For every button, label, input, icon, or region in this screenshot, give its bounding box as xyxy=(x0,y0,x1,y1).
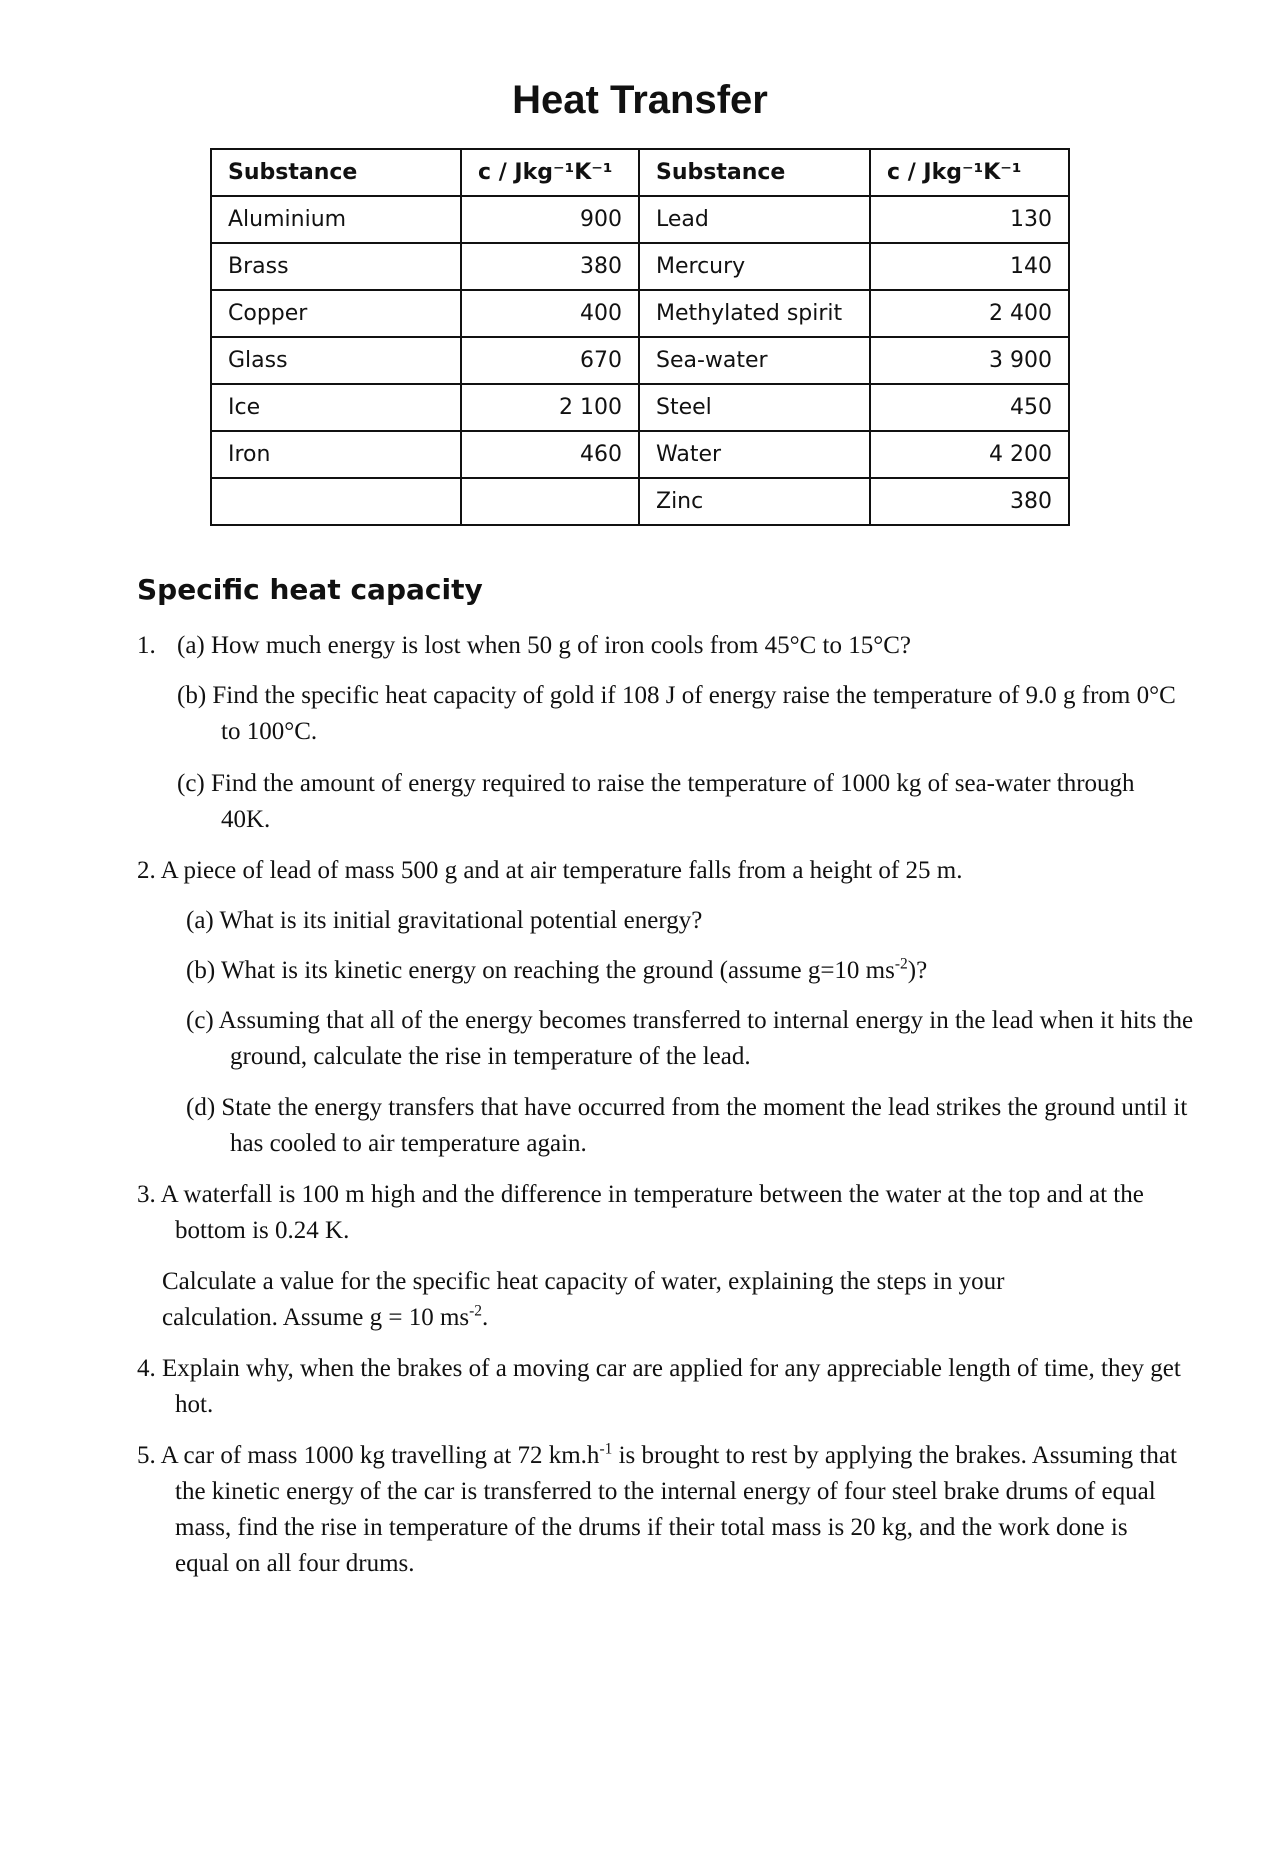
table-cell: 4 200 xyxy=(870,431,1069,478)
header-shc-1: c / Jkg⁻¹K⁻¹ xyxy=(461,149,639,196)
question-2a: (a) What is its initial gravitational potential energy? xyxy=(186,907,703,934)
question-2-stem: 2. A piece of lead of mass 500 g and at air temperature falls from a height of 25 m. xyxy=(137,857,963,884)
table-cell: Aluminium xyxy=(211,196,461,243)
header-substance-2: Substance xyxy=(639,149,870,196)
table-header-row xyxy=(211,149,1069,196)
table-cell xyxy=(461,478,639,525)
table-cell: Iron xyxy=(211,431,461,478)
table-cell: Ice xyxy=(211,384,461,431)
question-5 xyxy=(137,1438,1185,1582)
specific-heat-table xyxy=(210,148,1070,526)
question-2d: (d) State the energy transfers that have occurred from the moment the lead strikes the ground until it has cooled to air temperature again. xyxy=(186,1094,1188,1157)
question-1b: (b) Find the specific heat capacity of gold if 108 J of energy raise the temperature of 9.0 g from 0°C to 100°C. xyxy=(177,682,1176,745)
table-cell: 380 xyxy=(461,243,639,290)
question-1-number: 1. xyxy=(137,632,156,659)
table-cell: Glass xyxy=(211,337,461,384)
table-row xyxy=(211,337,1069,384)
question-1a: (a) How much energy is lost when 50 g of iron cools from 45°C to 15°C? xyxy=(177,632,912,659)
table-cell: 140 xyxy=(870,243,1069,290)
table-row xyxy=(211,431,1069,478)
question-3-stem: 3. A waterfall is 100 m high and the difference in temperature between the water at the top and at the bottom is 0.24 K. xyxy=(137,1181,1144,1244)
question-3-body-text: Calculate a value for the specific heat capacity of water, explaining the steps in your calculation. Assume g = 10 ms xyxy=(162,1268,1005,1331)
table-row xyxy=(211,384,1069,431)
table-cell: 380 xyxy=(870,478,1069,525)
question-5-tail: is brought to rest by applying the brakes. Assuming that the kinetic energy of the car is transferred to the internal energy of four steel brake drums of equal mass, find the rise in temperature of the drums if their total mass is 20 kg, and the work done is equal on all four drums. xyxy=(175,1442,1177,1577)
question-5-text: 5. A car of mass 1000 kg travelling at 72 km.h xyxy=(137,1442,600,1469)
question-4: 4. Explain why, when the brakes of a moving car are applied for any appreciable length of time, they get hot. xyxy=(137,1355,1181,1418)
question-3-exponent: -2 xyxy=(469,1302,483,1320)
question-3-tail: . xyxy=(482,1304,489,1331)
table-cell: 900 xyxy=(461,196,639,243)
table-row xyxy=(211,196,1069,243)
table-cell: 2 400 xyxy=(870,290,1069,337)
table-cell: Water xyxy=(639,431,870,478)
table-cell: Mercury xyxy=(639,243,870,290)
table-cell: 3 900 xyxy=(870,337,1069,384)
table-cell: Brass xyxy=(211,243,461,290)
question-2b-exponent: -2 xyxy=(894,955,908,973)
table-cell: Zinc xyxy=(639,478,870,525)
table-row xyxy=(211,290,1069,337)
table-row xyxy=(211,243,1069,290)
table-cell: 130 xyxy=(870,196,1069,243)
table-cell: 400 xyxy=(461,290,639,337)
table-cell: Sea-water xyxy=(639,337,870,384)
section-title: Specific heat capacity xyxy=(137,573,483,606)
table-row xyxy=(211,478,1069,525)
page-title: Heat Transfer xyxy=(512,78,768,122)
question-2b xyxy=(186,953,1186,989)
table-cell: Lead xyxy=(639,196,870,243)
question-2b-tail: )? xyxy=(907,957,928,984)
question-5-exponent: -1 xyxy=(599,1440,613,1458)
table-cell: 460 xyxy=(461,431,639,478)
table-cell: Copper xyxy=(211,290,461,337)
table-cell: 450 xyxy=(870,384,1069,431)
question-1c: (c) Find the amount of energy required to raise the temperature of 1000 kg of sea-water through 40K. xyxy=(177,770,1135,833)
table-cell: Steel xyxy=(639,384,870,431)
question-2c: (c) Assuming that all of the energy becomes transferred to internal energy in the lead when it hits the ground, calculate the rise in temperature of the lead. xyxy=(186,1007,1194,1070)
question-3-body xyxy=(162,1264,1122,1336)
header-shc-2: c / Jkg⁻¹K⁻¹ xyxy=(870,149,1069,196)
question-2b-text: (b) What is its kinetic energy on reaching the ground (assume g=10 ms xyxy=(186,957,895,984)
table-cell: 670 xyxy=(461,337,639,384)
table-cell xyxy=(211,478,461,525)
header-substance-1: Substance xyxy=(211,149,461,196)
table-cell: Methylated spirit xyxy=(639,290,870,337)
table-cell: 2 100 xyxy=(461,384,639,431)
